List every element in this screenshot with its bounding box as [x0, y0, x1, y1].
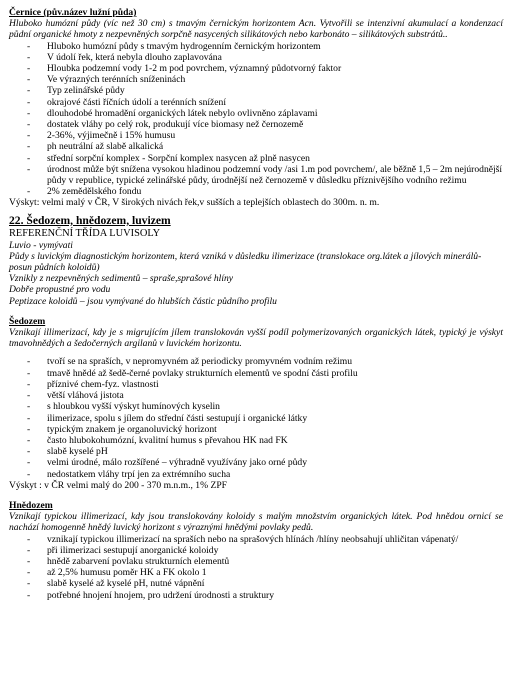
- list-item: - s hloubkou vyšší výskyt humínových kyselin: [9, 401, 503, 412]
- sedozem-intro: Vznikají illimerizací, kdy je s migrujícím jílem translokován vyšší podíl polymerizovaných organických látek, typický je výskyt tmavohnědých a šedočerných argilanů v luvickém horizontu.: [9, 327, 503, 350]
- list-item: - ilimerizace, spolu s jílem do střední části sestupují i organické látky: [9, 413, 503, 424]
- luvisoly-line: Vznikly z nezpevněných sedimentů – spraše,sprašové hlíny: [9, 273, 234, 285]
- list-item: - až 2,5% humusu poměr HK a FK okolo 1: [9, 567, 503, 578]
- list-item: - příznivé chem-fyz. vlastnosti: [9, 379, 503, 390]
- hnedozem-heading: Hnědozem: [9, 499, 53, 511]
- list-item: - dlouhodobé hromadění organických látek nebylo ovlivněno záplavami: [9, 108, 503, 119]
- list-item: - Hloubka podzemní vody 1-2 m pod povrchem, významný půdotvorný faktor: [9, 63, 503, 74]
- luvisoly-class-title: REFERENČNÍ TŘÍDA LUVISOLY: [9, 227, 161, 239]
- list-item: - typickým znakem je organoluvický horizont: [9, 424, 503, 435]
- cernice-intro: Hluboko humózní půdy (víc než 30 cm) s tmavým černickým horizontem Acn. Vytvořili se intenzivní akumulací a kondenzací půdní organické hmoty z nezpevněných sorpčně nasycených silikátových nebo karbonáto – silikátových substrátů..: [9, 18, 503, 41]
- hnedozem-list: [9, 534, 503, 601]
- list-item: - nedostatkem vláhy trpí jen za extrémního sucha: [9, 469, 503, 480]
- cernice-list: [9, 41, 503, 198]
- hnedozem-intro: Vznikají typickou illimerizací, kdy jsou translokovány koloidy s malým množstvím organických látek. Pod hnědou ornicí se nachází homogenně hnědý luvický horizont s výraznými hnědými povlaky pedů.: [9, 511, 503, 534]
- list-item: - dostatek vláhy po celý rok, produkují více biomasy než černozemě: [9, 119, 503, 130]
- list-item: - často hlubokohumózní, kvalitní humus s převahou HK nad FK: [9, 435, 503, 446]
- list-item: - 2% zemědělského fondu: [9, 186, 503, 197]
- list-item: - ph neutrální až slabě alkalická: [9, 141, 503, 152]
- sedozem-list: [9, 356, 503, 479]
- list-item: - slabě kyselé až kyselé pH, nutné vápnění: [9, 578, 503, 589]
- list-item: - 2-36%, výjimečně i 15% humusu: [9, 130, 503, 141]
- sedozem-occurrence: Výskyt : v ČR velmi malý do 200 - 370 m.n.m., 1% ZPF: [9, 479, 227, 491]
- list-item: - střední sorpční komplex - Sorpční komplex nasycen až plně nasycen: [9, 153, 503, 164]
- list-item: - tmavě hnědé až šedě-černé povlaky strukturních elementů ve spodní části profilu: [9, 368, 503, 379]
- cernice-occurrence: Výskyt: velmi malý v ČR, V širokých nivách řek,v sušších a teplejších oblastech do 300m. n. m.: [9, 197, 380, 209]
- cernice-heading: Černice (pův.název lužní půda): [9, 7, 137, 18]
- list-item: - velmi úrodné, málo rozšířené – výhradně využívány jako orné půdy: [9, 457, 503, 468]
- list-item: - větší vláhová jistota: [9, 390, 503, 401]
- document-page: [9, 7, 503, 601]
- list-item: - slabě kyselé pH: [9, 446, 503, 457]
- luvisoly-line: Půdy s luvickým diagnostickým horizontem, která vzniká v důsledku ilimerizace (translokace org.látek a jílových minerálů-posun půdních koloidů): [9, 250, 482, 274]
- section-22-heading: 22. Šedozem, hnědozem, luvizem: [9, 213, 171, 227]
- list-item: - Ve výrazných terénních sníženinách: [9, 74, 503, 85]
- list-item: - okrajové části říčních údolí a terénních snížení: [9, 97, 503, 108]
- list-item: - V údolí řek, která nebyla dlouho zaplavována: [9, 52, 503, 63]
- luvisoly-line: Dobře propustné pro vodu: [9, 284, 111, 296]
- list-item: - tvoří se na spraších, v nepromyvném až periodicky promyvném vodním režimu: [9, 356, 503, 367]
- luvisoly-line: Peptizace koloidů – jsou vymývané do hlubších částic půdního profilu: [9, 295, 277, 307]
- list-item: - hnědě zabarvení povlaku strukturních elementů: [9, 556, 503, 567]
- list-item: - Hluboko humózní půdy s tmavým hydrogenním černickým horizontem: [9, 41, 503, 52]
- list-item: - úrodnost může být snížena vysokou hladinou podzemní vody /asi 1.m pod povrchem/, ale běžně 1,5 – 2m nejúrodnější půdy v republice, typické zelinářské půdy, úrodnější než černozemě v důsledku příznivějšího vodního režimu: [9, 164, 503, 186]
- list-item: - potřebné hnojení hnojem, pro udržení úrodnosti a struktury: [9, 590, 503, 601]
- list-item: - při ilimerizaci sestupují anorganické koloidy: [9, 545, 503, 556]
- list-item: - Typ zelinářské půdy: [9, 85, 503, 96]
- luvisoly-line: Luvio - vymývati: [9, 239, 73, 251]
- sedozem-heading: Šedozem: [9, 315, 46, 327]
- list-item: - vznikají typickou illimerizací na spraších nebo na sprašových hlínách /hlíny neobsahují uhličitan vápenatý/: [9, 534, 503, 545]
